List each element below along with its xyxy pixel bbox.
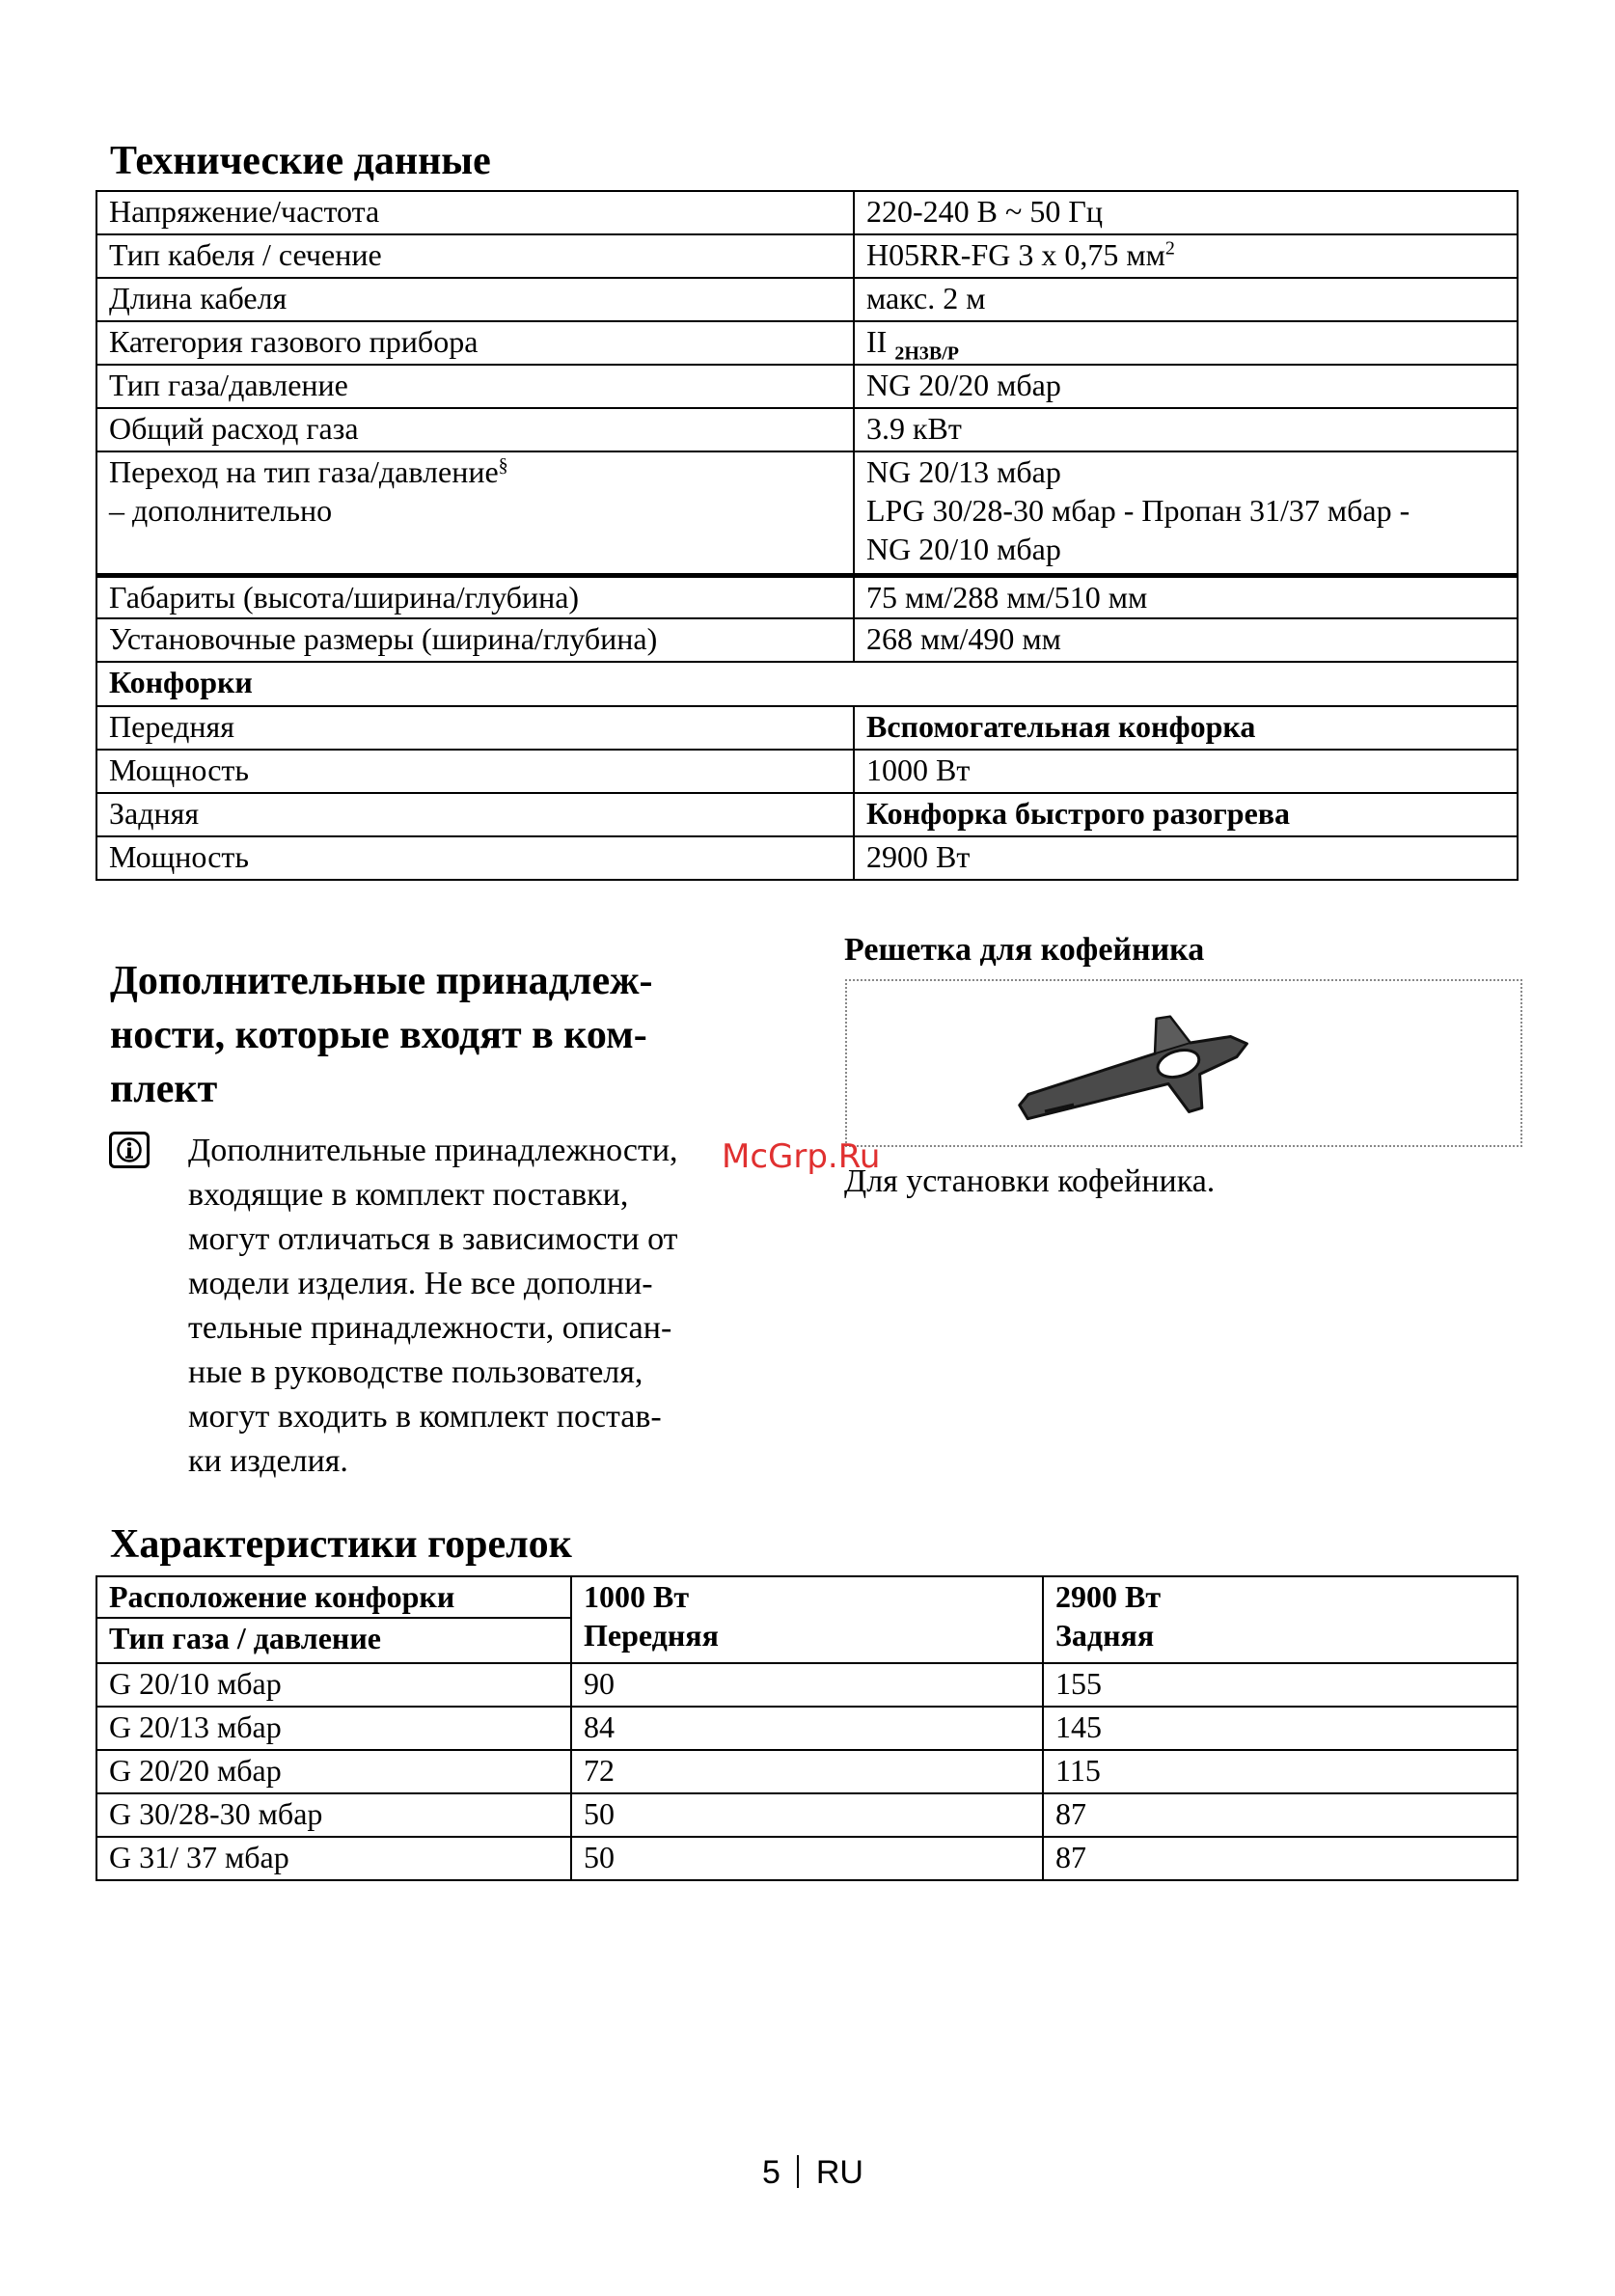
- cell-value: 2900 Вт: [854, 836, 1518, 880]
- burner-char-title: Характеристики горелок: [110, 1522, 572, 1567]
- cell-label: Тип газа/давление: [96, 365, 854, 408]
- table-row: [96, 1837, 1518, 1880]
- note-line: тельные принадлежности, описан-: [188, 1310, 672, 1346]
- value-line: NG 20/13 мбар: [866, 454, 1061, 489]
- header-cell-back: [1043, 1576, 1518, 1663]
- title-line: плект: [110, 1067, 218, 1111]
- table-row: [96, 451, 1518, 575]
- cell-label: Мощность: [96, 836, 854, 880]
- table-row: [96, 706, 1518, 750]
- coffee-grate-icon: [847, 981, 1520, 1145]
- page-footer: [762, 2154, 863, 2192]
- table-row: [96, 234, 1518, 278]
- grate-title: Решетка для кофейника: [844, 932, 1205, 968]
- table-row: [96, 836, 1518, 880]
- table-row: [96, 1663, 1518, 1707]
- cell-back: 145: [1043, 1707, 1518, 1750]
- cell-label: Задняя: [96, 793, 854, 836]
- cable-value: H05RR-FG 3 х 0,75 мм: [866, 237, 1165, 272]
- header-position: Задняя: [1055, 1618, 1155, 1653]
- header-power: 2900 Вт: [1055, 1579, 1162, 1614]
- cell-label: Передняя: [96, 706, 854, 750]
- cell-label: Тип кабеля / сечение: [96, 234, 854, 278]
- header-cell-gas: [96, 1576, 571, 1663]
- header-gas-type: Тип газа / давление: [109, 1621, 381, 1655]
- superscript: 2: [1164, 237, 1175, 260]
- cell-label: [96, 451, 854, 575]
- table-row: [96, 1793, 1518, 1837]
- cell-value: 1000 Вт: [854, 750, 1518, 793]
- cell-label: Напряжение/частота: [96, 191, 854, 234]
- conversion-label: Переход на тип газа/давление: [109, 454, 499, 489]
- cell-value: [854, 451, 1518, 575]
- cell-back: 155: [1043, 1663, 1518, 1707]
- note-line: Дополнительные принадлежности,: [188, 1133, 678, 1168]
- note-line: модели изделия. Не все дополни-: [188, 1266, 653, 1301]
- title-line: ности, которые входят в ком-: [110, 1013, 647, 1057]
- watermark: McGrp.Ru: [722, 1137, 881, 1176]
- cell-value: Вспомогательная конфорка: [854, 706, 1518, 750]
- cell-back: 87: [1043, 1793, 1518, 1837]
- table-row: [96, 1707, 1518, 1750]
- table-row: [96, 191, 1518, 234]
- cell-value: Конфорка быстрого разогрева: [854, 793, 1518, 836]
- note-line: ные в руководстве пользователя,: [188, 1354, 643, 1390]
- cell-value: макс. 2 м: [854, 278, 1518, 321]
- note-line: ки изделия.: [188, 1443, 348, 1479]
- table-row: [96, 662, 1518, 706]
- title-line: Дополнительные принадлеж-: [110, 959, 653, 1003]
- table-row: [96, 750, 1518, 793]
- cell-back: 115: [1043, 1750, 1518, 1793]
- burner-char-table: [96, 1575, 1519, 1881]
- cell-value: 268 мм/490 мм: [854, 618, 1518, 662]
- header-position: Передняя: [584, 1618, 719, 1653]
- superscript: §: [498, 454, 508, 477]
- cell-value: 220-240 В ~ 50 Гц: [854, 191, 1518, 234]
- table-row: [96, 321, 1518, 365]
- grate-image: [845, 979, 1522, 1147]
- value-line: LPG 30/28-30 мбар - Пропан 31/37 мбар -: [866, 493, 1410, 528]
- cell-value: 3.9 кВт: [854, 408, 1518, 451]
- burners-header: Конфорки: [96, 662, 1518, 706]
- header-power: 1000 Вт: [584, 1579, 690, 1614]
- conversion-label-optional: – дополнительно: [109, 493, 333, 528]
- cell-gas: G 30/28-30 мбар: [96, 1793, 571, 1837]
- table-row: [96, 365, 1518, 408]
- cell-front: 50: [571, 1837, 1043, 1880]
- info-icon: [109, 1132, 150, 1168]
- note-line: могут отличаться в зависимости от: [188, 1221, 678, 1257]
- cell-value: NG 20/20 мбар: [854, 365, 1518, 408]
- cell-value: 75 мм/288 мм/510 мм: [854, 575, 1518, 618]
- cell-value: [854, 321, 1518, 365]
- note-line: могут входить в комплект постав-: [188, 1399, 662, 1435]
- table-row: [96, 618, 1518, 662]
- subscript: 2H3B/P: [894, 342, 959, 365]
- value-line: NG 20/10 мбар: [866, 532, 1061, 566]
- cell-label: Общий расход газа: [96, 408, 854, 451]
- cell-gas: G 20/20 мбар: [96, 1750, 571, 1793]
- page-number: 5: [762, 2154, 780, 2191]
- cell-gas: G 31/ 37 мбар: [96, 1837, 571, 1880]
- table-row: [96, 575, 1518, 618]
- cell-label: Мощность: [96, 750, 854, 793]
- header-location: Расположение конфорки: [97, 1577, 570, 1619]
- cell-front: 84: [571, 1707, 1043, 1750]
- cell-label: Установочные размеры (ширина/глубина): [96, 618, 854, 662]
- table-row: [96, 408, 1518, 451]
- tech-table: [96, 190, 1519, 881]
- cell-front: 90: [571, 1663, 1043, 1707]
- accessories-title: [110, 954, 653, 1116]
- cell-gas: G 20/10 мбар: [96, 1663, 571, 1707]
- tech-title: Технические данные: [110, 139, 491, 183]
- cell-front: 50: [571, 1793, 1043, 1837]
- grate-caption: Для установки кофейника.: [844, 1163, 1216, 1199]
- cell-label: Габариты (высота/ширина/глубина): [96, 575, 854, 618]
- cell-value: [854, 234, 1518, 278]
- cell-back: 87: [1043, 1837, 1518, 1880]
- cell-label: Длина кабеля: [96, 278, 854, 321]
- table-row: [96, 1750, 1518, 1793]
- cell-gas: G 20/13 мбар: [96, 1707, 571, 1750]
- accessories-note: [188, 1129, 806, 1484]
- header-cell-front: [571, 1576, 1043, 1663]
- cell-front: 72: [571, 1750, 1043, 1793]
- table-header-row: [96, 1576, 1518, 1663]
- table-row: [96, 793, 1518, 836]
- table-row: [96, 278, 1518, 321]
- note-line: входящие в комплект поставки,: [188, 1177, 629, 1213]
- page-language: RU: [815, 2154, 863, 2191]
- cell-label: Категория газового прибора: [96, 321, 854, 365]
- category-value: II: [866, 324, 888, 359]
- footer-divider: [797, 2155, 799, 2188]
